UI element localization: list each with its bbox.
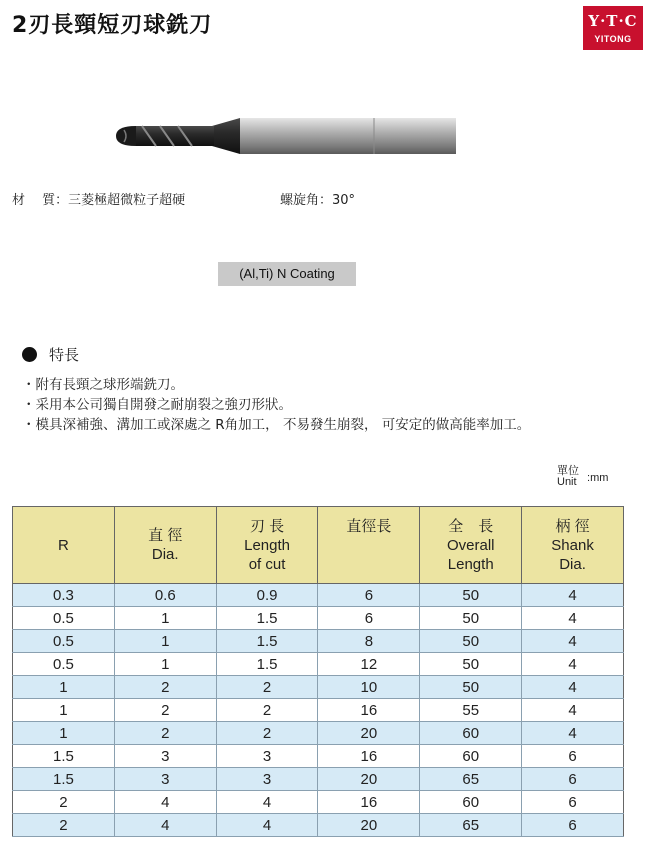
- table-cell: 4: [522, 699, 624, 722]
- ytc-logo: [583, 6, 643, 50]
- table-cell: 2: [13, 814, 115, 837]
- unit-label-en: Unit: [557, 476, 577, 488]
- table-row: [13, 676, 624, 699]
- table-cell: 2: [216, 676, 318, 699]
- header-length-of-cut: 刃 長 Length of cut: [216, 507, 318, 584]
- bullet-dot-icon: [22, 347, 37, 362]
- table-cell: 20: [318, 722, 420, 745]
- table-cell: 4: [522, 722, 624, 745]
- table-cell: 0.5: [13, 630, 115, 653]
- helix-angle-spec: 螺旋角：30°: [280, 193, 356, 208]
- table-cell: 50: [420, 676, 522, 699]
- table-cell: 12: [318, 653, 420, 676]
- spec-table: [12, 506, 624, 837]
- table-row: [13, 814, 624, 837]
- table-cell: 1: [13, 676, 115, 699]
- table-cell: 3: [216, 768, 318, 791]
- features-heading-text: 特長: [49, 346, 80, 364]
- table-cell: 1: [13, 722, 115, 745]
- table-cell: 2: [216, 699, 318, 722]
- logo-subtext: YITONG: [594, 34, 632, 44]
- table-cell: 2: [114, 722, 216, 745]
- table-cell: 1: [114, 630, 216, 653]
- table-cell: 1: [114, 653, 216, 676]
- table-cell: 1: [13, 699, 115, 722]
- table-cell: 3: [216, 745, 318, 768]
- table-cell: 0.5: [13, 607, 115, 630]
- coating-badge: (Al,Ti) N Coating: [218, 262, 356, 286]
- table-cell: 1.5: [216, 607, 318, 630]
- header-r: R: [13, 507, 115, 584]
- table-cell: 2: [13, 791, 115, 814]
- table-cell: 4: [522, 653, 624, 676]
- table-row: [13, 630, 624, 653]
- table-cell: 65: [420, 768, 522, 791]
- unit-value: :mm: [587, 472, 609, 484]
- table-cell: 10: [318, 676, 420, 699]
- table-cell: 6: [522, 814, 624, 837]
- table-cell: 50: [420, 584, 522, 607]
- table-row: [13, 768, 624, 791]
- table-cell: 1.5: [216, 630, 318, 653]
- logo-text: Y·T·C: [588, 12, 638, 30]
- table-cell: 4: [216, 814, 318, 837]
- header-neck-length: 直徑長: [318, 507, 420, 584]
- table-cell: 65: [420, 814, 522, 837]
- table-cell: 50: [420, 630, 522, 653]
- features-heading: [22, 344, 79, 365]
- table-row: [13, 722, 624, 745]
- table-row: [13, 745, 624, 768]
- table-cell: 4: [216, 791, 318, 814]
- table-cell: 60: [420, 791, 522, 814]
- table-cell: 4: [522, 630, 624, 653]
- feature-item: ・模具深補強、溝加工或深處之 R角加工， 不易發生崩裂， 可安定的做高能率加工。: [22, 417, 531, 433]
- table-cell: 8: [318, 630, 420, 653]
- table-cell: 20: [318, 768, 420, 791]
- material-spec: 材 質：三菱極超微粒子超硬: [12, 193, 186, 208]
- table-cell: 60: [420, 722, 522, 745]
- table-row: [13, 584, 624, 607]
- table-cell: 2: [216, 722, 318, 745]
- unit-note: [557, 465, 609, 488]
- table-cell: 3: [114, 745, 216, 768]
- feature-item: ・采用本公司獨自開發之耐崩裂之強刃形狀。: [22, 397, 292, 413]
- table-row: [13, 699, 624, 722]
- header-overall-length: 全 長 Overall Length: [420, 507, 522, 584]
- table-cell: 2: [114, 699, 216, 722]
- features-list: [22, 375, 530, 435]
- feature-item: ・附有長頸之球形端銑刀。: [22, 377, 184, 393]
- table-cell: 4: [114, 814, 216, 837]
- table-cell: 20: [318, 814, 420, 837]
- table-cell: 0.5: [13, 653, 115, 676]
- table-cell: 1.5: [13, 768, 115, 791]
- unit-label-zh: 單位: [557, 465, 579, 477]
- table-header-row: [13, 507, 624, 584]
- table-row: [13, 607, 624, 630]
- table-cell: 6: [522, 791, 624, 814]
- table-cell: 50: [420, 653, 522, 676]
- table-cell: 4: [522, 676, 624, 699]
- table-row: [13, 791, 624, 814]
- table-cell: 1.5: [216, 653, 318, 676]
- page-title: 2刃長頸短刃球銑刀: [12, 13, 213, 38]
- table-cell: 1: [114, 607, 216, 630]
- table-cell: 16: [318, 745, 420, 768]
- table-cell: 50: [420, 607, 522, 630]
- table-cell: 6: [522, 768, 624, 791]
- table-cell: 6: [318, 584, 420, 607]
- table-cell: 4: [522, 584, 624, 607]
- table-cell: 0.9: [216, 584, 318, 607]
- table-row: [13, 653, 624, 676]
- table-cell: 4: [522, 607, 624, 630]
- table-cell: 6: [522, 745, 624, 768]
- table-cell: 0.3: [13, 584, 115, 607]
- table-cell: 0.6: [114, 584, 216, 607]
- table-cell: 16: [318, 791, 420, 814]
- table-cell: 2: [114, 676, 216, 699]
- table-cell: 3: [114, 768, 216, 791]
- header-dia: 直 徑 Dia.: [114, 507, 216, 584]
- table-cell: 6: [318, 607, 420, 630]
- header-shank-dia: 柄 徑 Shank Dia.: [522, 507, 624, 584]
- table-cell: 1.5: [13, 745, 115, 768]
- table-cell: 60: [420, 745, 522, 768]
- table-cell: 4: [114, 791, 216, 814]
- end-mill-image: [112, 112, 458, 160]
- table-cell: 16: [318, 699, 420, 722]
- table-cell: 55: [420, 699, 522, 722]
